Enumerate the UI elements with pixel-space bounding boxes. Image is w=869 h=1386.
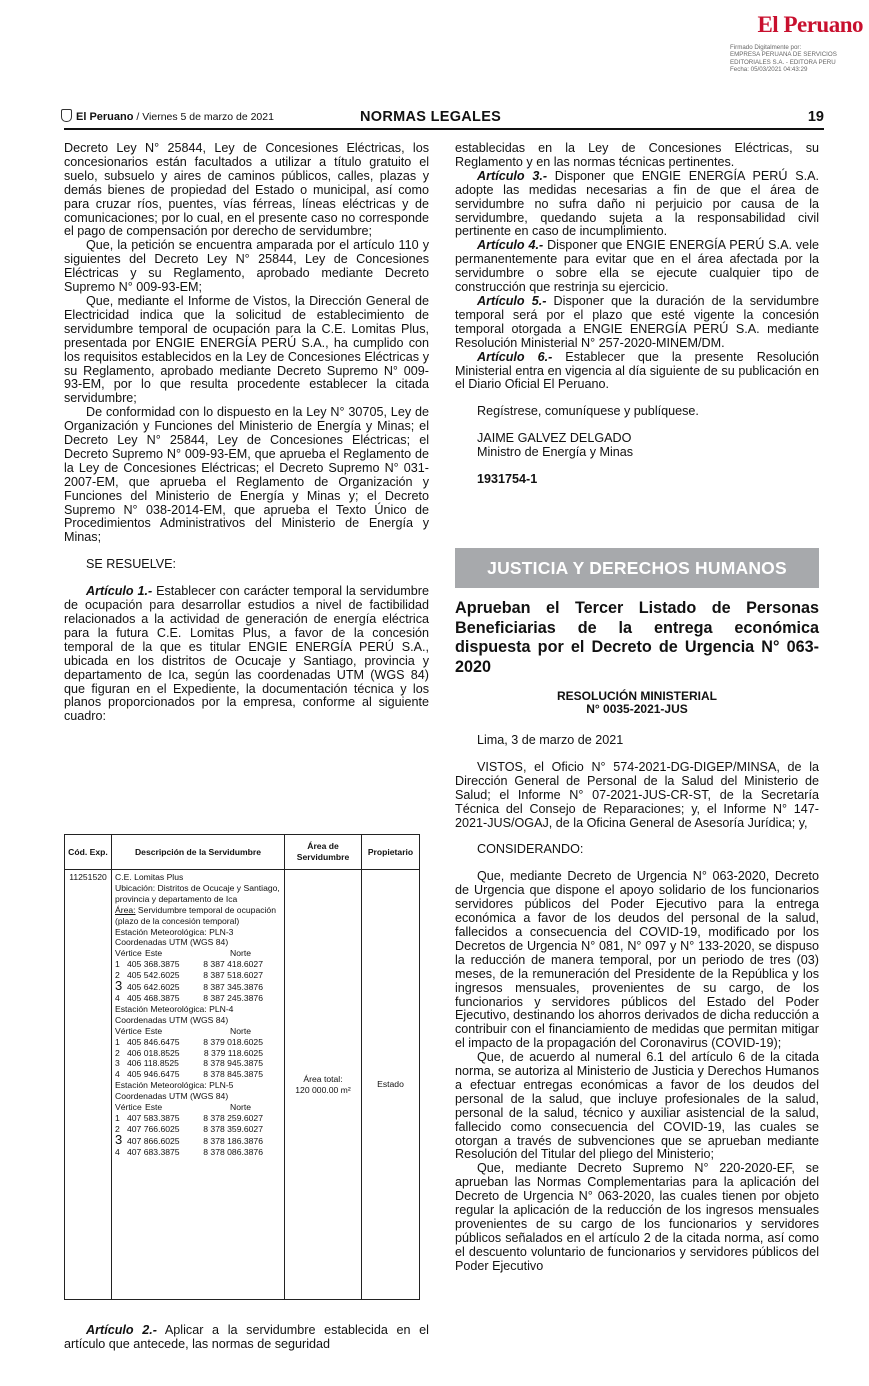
left-column xyxy=(64,142,429,724)
vertex-col: Vértice xyxy=(115,1025,142,1036)
vertex-norte: 8 378 945.3875 xyxy=(203,1058,263,1069)
page-number: 19 xyxy=(807,109,824,125)
closing-formula: Regístrese, comuníquese y publíquese. xyxy=(477,404,699,419)
vertex-number: 1 xyxy=(115,959,120,970)
left-column-footer xyxy=(64,1324,429,1352)
vertex-col: Vértice xyxy=(115,1102,142,1113)
vertex-este: 407 766.6025 xyxy=(127,1123,180,1134)
station-coords: Coordenadas UTM (WGS 84) xyxy=(115,937,229,948)
vertex-row xyxy=(115,1113,281,1124)
owner-cell: Estado xyxy=(362,870,420,1300)
vertex-row xyxy=(115,1058,281,1069)
section-banner: JUSTICIA Y DERECHOS HUMANOS xyxy=(455,548,819,588)
vertex-row xyxy=(115,959,281,970)
article-3 xyxy=(455,170,819,240)
area-text: Servidumbre temporal de ocupación (plazo de la concesión temporal) xyxy=(115,904,276,926)
station-name: Estación Meteorológica: PLN-3 xyxy=(115,926,234,937)
article-text: Aplicar a la servidumbre establecida en el artículo que antecede, las normas de seguridad xyxy=(64,1323,429,1351)
vertex-norte: 8 378 086.3876 xyxy=(203,1146,263,1157)
column-header: Descripción de la Servidumbre xyxy=(112,835,285,870)
digital-signature xyxy=(730,44,865,74)
paragraph: Que, mediante Decreto Supremo N° 220-2020-EF, se aprueban las Normas Complementarias para la aplicación del Decreto de Urgencia N° 063-2020, las cuales tienen por objeto regular la aplicación de la reducción de los ingresos mensuales provenientes de su cargo de los funcionarios y servidores públicos señalados en el artículo 2 de la citada norma, así como el descuento voluntario de funcionarios y servidores públicos del Poder Ejecutivo xyxy=(455,1161,819,1273)
area-description xyxy=(115,905,281,927)
paragraph: Que, mediante el Informe de Vistos, la Dirección General de Electricidad indica que la solicitud de establecimiento de servidumbre temporal de ocupación para la C.E. Lomitas Plus, presentada por ENGIE ENERGÍA PERÚ S.A., ha cumplido con los requisitos establecidos en la Ley de Concesiones Eléctricas y su Reglamento, aprobado mediante Decreto Supremo N° 009-93-EM, por lo que resulta procedente establecer la citada servidumbre; xyxy=(64,293,429,406)
article-text: Disponer que ENGIE ENERGÍA PERÚ S.A. adopte las medidas necesarias a fin de que el área de servidumbre no sufra daño ni perjuicio por causa de la servidumbre, quedando sujeta a la responsabilidad civil pertinente en caso de incumplimiento. xyxy=(455,168,819,239)
vertex-este: 407 583.3875 xyxy=(127,1112,180,1123)
servidumbre-description xyxy=(112,870,285,1300)
station-block xyxy=(115,1004,281,1080)
se-resuelve: SE RESUELVE: xyxy=(86,557,177,572)
signer-role: Ministro de Energía y Minas xyxy=(477,445,634,460)
vertex-norte: 8 378 259.6027 xyxy=(203,1112,263,1123)
vertex-este: 407 866.6025 xyxy=(127,1135,180,1146)
running-header xyxy=(64,109,824,131)
paragraph: Decreto Ley N° 25844, Ley de Concesiones Eléctricas, los concesionarios están facultados a utilizar a título gratuito el suelo, subsuelo y aires de caminos públicos, calles, plazas y demás bienes de propiedad del Estado o municipal, así como para cruzar ríos, puentes, vías férreas, líneas eléctricas y de comunicaciones; por lo cual, en el presente caso no corresponde el pago de compensación por derecho de servidumbre; xyxy=(64,141,429,239)
vertex-number: 3 xyxy=(115,1131,123,1147)
vertex-este: 405 468.3875 xyxy=(127,992,180,1003)
vertex-row xyxy=(115,1147,281,1158)
vertex-col: Este xyxy=(145,1025,163,1036)
vertex-header xyxy=(115,1102,281,1113)
station-block xyxy=(115,1080,281,1157)
article-headline: Aprueban el Tercer Listado de Personas Beneficiarias de la entrega económica dispuesta por el Decreto de Urgencia N° 063-2020 xyxy=(455,599,819,676)
header-rule xyxy=(64,128,824,130)
vertex-header xyxy=(115,948,281,959)
considerando: CONSIDERANDO: xyxy=(477,842,584,857)
resolution-number: N° 0035-2021-JUS xyxy=(586,702,688,716)
resolution-title: RESOLUCIÓN MINISTERIAL xyxy=(556,689,717,703)
vertex-row xyxy=(115,978,281,994)
vertex-este: 405 846.6475 xyxy=(127,1036,180,1047)
area-total-label: Área total: xyxy=(303,1073,343,1084)
table-header-row xyxy=(65,835,420,870)
vertex-number: 1 xyxy=(115,1036,120,1047)
area-total-value: 120 000.00 m² xyxy=(295,1084,351,1095)
station-block xyxy=(115,927,281,1004)
article-4 xyxy=(455,239,819,295)
resolution-heading xyxy=(455,690,819,716)
expediente-code: 11251520 xyxy=(65,870,112,1300)
coat-of-arms-icon xyxy=(61,109,72,122)
vertex-number: 4 xyxy=(115,1146,120,1157)
signature-line: Fecha: 05/03/2021 04:43:29 xyxy=(730,66,808,74)
vertex-norte: 8 378 845.3875 xyxy=(203,1069,263,1080)
servidumbre-table xyxy=(64,834,420,1300)
vertex-este: 405 642.6025 xyxy=(127,982,180,993)
paragraph: establecidas en la Ley de Concesiones Eléctricas, su Reglamento y en las normas técnicas pertinentes. xyxy=(455,141,819,169)
article-text: Disponer que ENGIE ENERGÍA PERÚ S.A. vele permanentemente para evitar que en el área afectada por la servidumbre o sobre ella se ejecute cualquier tipo de construcción que restrinja su ejercicio. xyxy=(455,238,819,295)
article-text: Disponer que la duración de la servidumbre temporal será por el plazo que esté vigente la concesión temporal otorgada a ENGIE ENERGÍA PERÚ S.A. mediante Resolución Ministerial N° 257-2020-MINEM/DM. xyxy=(455,293,819,350)
vertex-norte: 8 379 018.6025 xyxy=(203,1036,263,1047)
vertex-number: 2 xyxy=(115,1123,120,1134)
signer-name: JAIME GALVEZ DELGADO xyxy=(477,431,632,446)
vertex-norte: 8 387 245.3876 xyxy=(203,992,263,1003)
vertex-number: 4 xyxy=(115,1069,120,1080)
vertex-este: 405 946.6475 xyxy=(127,1069,180,1080)
article-label: Artículo 2.- xyxy=(86,1323,157,1337)
article-label: Artículo 5.- xyxy=(477,293,547,308)
vertex-este: 405 542.6025 xyxy=(127,970,180,981)
vertex-norte: 8 387 345.3876 xyxy=(203,982,263,993)
article-label: Artículo 6.- xyxy=(477,349,553,364)
vertex-este: 406 118.8525 xyxy=(127,1058,179,1069)
description-line: Ubicación: Distritos de Ocucaje y Santiago, provincia y departamento de Ica xyxy=(115,882,280,904)
article-1 xyxy=(64,585,429,724)
vertex-row xyxy=(115,1048,281,1059)
vertex-number: 4 xyxy=(115,992,120,1003)
article-6 xyxy=(455,351,819,393)
vertex-row xyxy=(115,1069,281,1080)
brand-logo: El Peruano xyxy=(757,12,863,37)
vertex-col: Norte xyxy=(229,1102,251,1113)
article-text: Establecer que la presente Resolución Ministerial entra en vigencia al día siguiente de su publicación en el Diario Oficial El Peruano. xyxy=(455,349,819,392)
vertex-row xyxy=(115,1131,281,1147)
vertex-norte: 8 387 518.6027 xyxy=(203,970,263,981)
table-row xyxy=(65,870,420,1300)
header-date: / Viernes 5 de marzo de 2021 xyxy=(133,111,274,123)
column-header: Área de Servidumbre xyxy=(285,835,362,870)
right-column-top xyxy=(455,142,819,487)
vertex-norte: 8 378 359.6027 xyxy=(203,1123,263,1134)
vertex-col: Norte xyxy=(229,948,251,959)
description-line: C.E. Lomitas Plus xyxy=(115,872,184,882)
paragraph: Que, mediante Decreto de Urgencia N° 063-2020, Decreto de Urgencia que dispone el apoyo solidario de los funcionarios servidores públicos del Poder Ejecutivo para la entrega económica a favor de los deudos del personal de la salud, fallecidos a consecuencia del COVID-19, modificado por los Decretos de Urgencia N° 081, N° 097 y N° 133-2020, se dispuso la reducción de manera temporal, por un periodo de tres (03) meses, de la remuneración del Presidente de la República y los ingresos mensuales, provenientes de su cargo, de los funcionarios y servidores públicos del Estado del Poder Ejecutivo, destinando los ahorros derivados de dicha reducción a contribuir con el financiamiento de medidas que permitan mitigar el impacto de la propagación del Coronavirus (COVID-19); xyxy=(455,869,819,1051)
header-left xyxy=(76,111,274,123)
article-5 xyxy=(455,295,819,351)
station-name: Estación Meteorológica: PLN-4 xyxy=(115,1003,234,1014)
article-text: Establecer con carácter temporal la servidumbre de ocupación para desarrollar estudios a nivel de factibilidad relacionados a la actividad de generación de energía eléctrica para la futura C.E. Lomitas Plus, a favor de la concesión temporal de la que es titular ENGIE ENERGÍA PERÚ S.A., ubicada en los distritos de Ocucaje y Santiago, provincia y departamento de Ica, según las coordenadas UTM (WGS 84) que figuran en el Expediente, la documentación técnica y los planos proporcionados por la empresa, conforme al siguiente cuadro: xyxy=(64,584,429,724)
vertex-number: 3 xyxy=(115,978,123,994)
station-coords: Coordenadas UTM (WGS 84) xyxy=(115,1014,229,1025)
vertex-row xyxy=(115,1124,281,1135)
header-brand: El Peruano xyxy=(76,111,134,123)
station-coords: Coordenadas UTM (WGS 84) xyxy=(115,1091,229,1102)
article-label: Artículo 4.- xyxy=(477,238,544,253)
resolution-date: Lima, 3 de marzo de 2021 xyxy=(477,733,624,747)
vertex-norte: 8 378 186.3876 xyxy=(203,1135,263,1146)
vertex-number: 1 xyxy=(115,1112,120,1123)
vertex-row xyxy=(115,970,281,981)
vertex-este: 406 018.8525 xyxy=(127,1047,180,1058)
article-label: Artículo 3.- xyxy=(477,168,548,183)
vertex-col: Este xyxy=(145,948,163,959)
vertex-col: Norte xyxy=(229,1025,251,1036)
vertex-header xyxy=(115,1026,281,1037)
vertex-norte: 8 379 118.6025 xyxy=(203,1047,263,1058)
paragraph: De conformidad con lo dispuesto en la Ley N° 30705, Ley de Organización y Funciones del Ministerio de Energía y Minas; el Decreto Ley N° 25844, Ley de Concesiones Eléctricas; el Decreto Supremo N° 009-93-EM, que aprueba el Reglamento de la Ley de Concesiones Eléctricas; el Decreto Supremo N° 031-2007-EM, que aprueba el Reglamento de Organización y Funciones del Ministerio de Energía y Minas y; el Decreto Supremo N° 038-2014-EM, que aprueba el Texto Único de Procedimientos Administrativos del Ministerio de Energía y Minas; xyxy=(64,405,429,545)
vertex-number: 2 xyxy=(115,1047,120,1058)
vertex-este: 405 368.3875 xyxy=(127,959,180,970)
area-total-cell xyxy=(285,870,362,1300)
vertex-number: 3 xyxy=(115,1058,120,1069)
signature-line: Firmado Digitalmente por: xyxy=(730,44,802,51)
article-2 xyxy=(64,1324,429,1352)
signature-line: EDITORIALES S.A. - EDITORA PERU xyxy=(730,58,836,66)
vertex-row xyxy=(115,993,281,1004)
vertex-norte: 8 387 418.6027 xyxy=(203,959,263,970)
vertex-number: 2 xyxy=(115,970,120,981)
publication-code: 1931754-1 xyxy=(477,472,538,487)
area-label: Área: xyxy=(115,904,136,915)
header-section: NORMAS LEGALES xyxy=(360,109,502,125)
vertex-row xyxy=(115,1037,281,1048)
column-header: Cód. Exp. xyxy=(65,835,112,870)
article-label: Artículo 1.- xyxy=(86,584,153,599)
vertex-este: 407 683.3875 xyxy=(127,1146,180,1157)
paragraph: Que, la petición se encuentra amparada por el artículo 110 y siguientes del Decreto Ley N° 25844, Ley de Concesiones Eléctricas y su Reglamento, aprobado mediante Decreto Supremo N° 009-93-EM; xyxy=(64,238,429,295)
column-header: Propietario xyxy=(362,835,420,870)
signature-line: EMPRESA PERUANA DE SERVICIOS xyxy=(730,51,837,59)
station-name: Estación Meteorológica: PLN-5 xyxy=(115,1080,234,1091)
right-column-bottom xyxy=(455,734,819,1274)
vistos: VISTOS, el Oficio N° 574-2021-DG-DIGEP/MINSA, de la Dirección General de Personal de la Salud del Ministerio de Salud; el Informe N° 07-2021-JUS-CR-ST, de la Secretaría Técnica del Consejo de Reparaciones; y, el Informe N° 147-2021-JUS/OGAJ, de la Oficina General de Asesoría Jurídica; y, xyxy=(455,759,819,830)
paragraph: Que, de acuerdo al numeral 6.1 del artículo 6 de la citada norma, se autoriza al Ministerio de Justicia y Derechos Humanos a efectuar entregas económicas a favor de los deudos del personal de la salud, que incluye profesionales de la salud, personal de la salud, técnico y auxiliar asistencial de la salud, fallecido como consecuencia del COVID-19, las cuales se otorgan a través de subvenciones que se aprueban mediante Resolución del Titular del pliego del Ministerio; xyxy=(455,1050,819,1162)
vertex-col: Este xyxy=(145,1102,163,1113)
vertex-col: Vértice xyxy=(115,948,142,959)
